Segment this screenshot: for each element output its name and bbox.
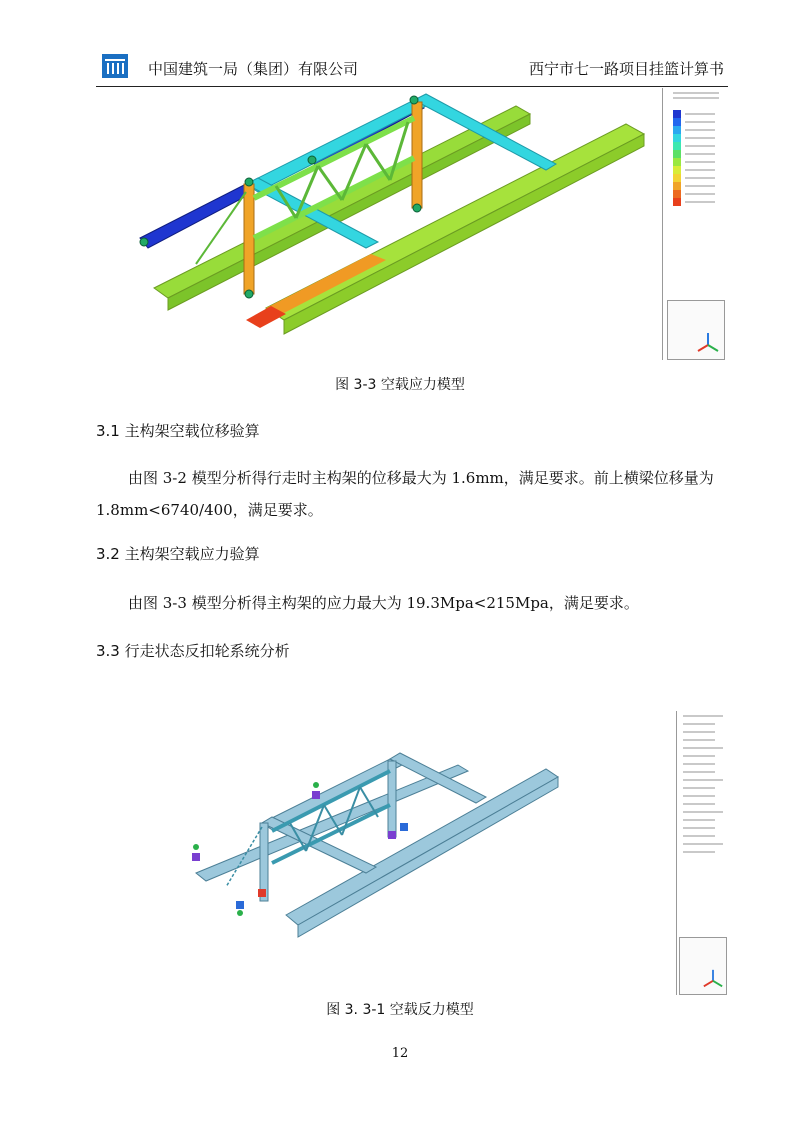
section-body-3-2: 由图 3-3 模型分析得主构架的应力最大为 19.3Mpa<215Mpa，满足要求。 (128, 594, 639, 612)
legend-swatch (673, 134, 681, 142)
organization-name: 中国建筑一局（集团）有限公司 (148, 60, 359, 78)
info-line (683, 715, 723, 717)
legend-label-line (685, 161, 715, 163)
legend-swatch (673, 126, 681, 134)
stress-info-box (667, 300, 725, 360)
section-heading-3-2: 3.2 主构架空载应力验算 (96, 545, 260, 563)
legend-label-line (685, 129, 715, 131)
info-line (683, 787, 715, 789)
axis-triad-icon (696, 331, 720, 355)
legend-header-line (673, 92, 719, 94)
legend-swatch (673, 174, 681, 182)
info-line (683, 755, 715, 757)
legend-label-line (685, 193, 715, 195)
legend-swatch (673, 166, 681, 174)
info-line (683, 731, 715, 733)
info-line (683, 811, 723, 813)
info-line (683, 843, 723, 845)
reaction-model-render (96, 705, 728, 995)
legend-swatch (673, 198, 681, 206)
section-body-3-1: 由图 3-2 模型分析得行走时主构架的位移最大为 1.6mm，满足要求。前上横梁位移量为 1.8mm<6740/400，满足要求。 (96, 469, 714, 519)
company-logo-icon (102, 54, 128, 78)
page-number: 12 (391, 1046, 409, 1061)
stress-model-render (96, 88, 728, 364)
legend-label-line (685, 177, 715, 179)
legend-header-line (673, 97, 719, 99)
info-line (683, 835, 715, 837)
info-line (683, 739, 715, 741)
info-line (683, 803, 715, 805)
info-line (683, 723, 715, 725)
legend-label-line (685, 137, 715, 139)
reaction-info-box (679, 937, 727, 995)
info-line (683, 795, 715, 797)
section-heading-3-1: 3.1 主构架空载位移验算 (96, 422, 260, 440)
info-line (683, 819, 715, 821)
reaction-legend-panel (676, 711, 729, 995)
legend-label-line (685, 201, 715, 203)
info-line (683, 779, 723, 781)
stress-model-figure (96, 88, 728, 364)
legend-label-line (685, 169, 715, 171)
reaction-model-figure (96, 705, 728, 995)
legend-swatch (673, 118, 681, 126)
page-header (96, 52, 728, 86)
legend-swatch (673, 158, 681, 166)
legend-label-line (685, 113, 715, 115)
info-line (683, 763, 715, 765)
info-line (683, 747, 723, 749)
document-title: 西宁市七一路项目挂篮计算书 (528, 60, 724, 78)
legend-label-line (685, 145, 715, 147)
legend-label-line (685, 153, 715, 155)
axis-triad-icon (702, 968, 724, 990)
header-divider (96, 86, 728, 87)
legend-label-line (685, 121, 715, 123)
legend-swatch (673, 182, 681, 190)
figure-caption-reaction: 图 3. 3-1 空载反力模型 (326, 1002, 474, 1018)
legend-swatch (673, 110, 681, 118)
legend-swatch (673, 150, 681, 158)
legend-swatch (673, 142, 681, 150)
info-line (683, 771, 715, 773)
stress-legend-panel (662, 88, 729, 360)
legend-label-line (685, 185, 715, 187)
legend-swatch (673, 190, 681, 198)
info-line (683, 851, 715, 853)
info-line (683, 827, 715, 829)
section-heading-3-3: 3.3 行走状态反扣轮系统分析 (96, 642, 290, 660)
figure-caption-stress: 图 3-3 空载应力模型 (335, 377, 465, 393)
